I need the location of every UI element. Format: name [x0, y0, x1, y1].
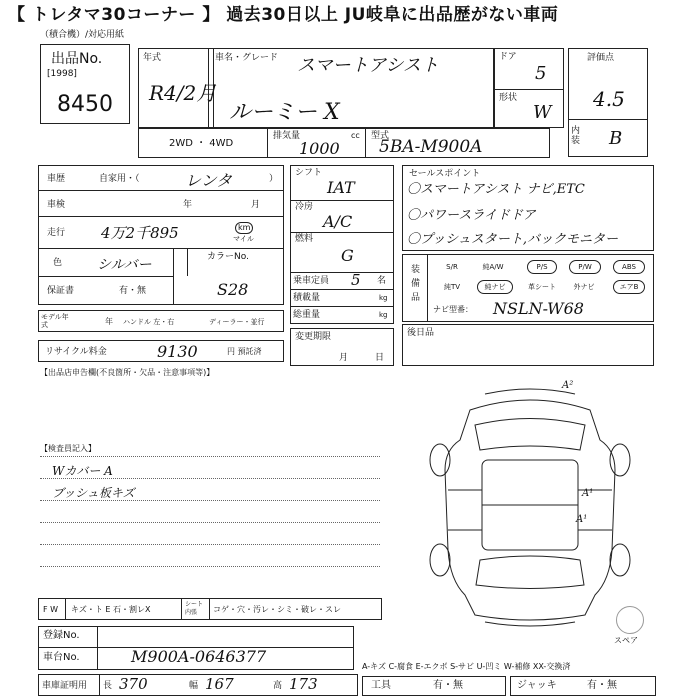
- warranty-value: 有・無: [119, 286, 147, 296]
- recycle-box: [38, 340, 284, 362]
- aircon-value: A/C: [323, 212, 353, 231]
- car-name: スマートアシスト: [297, 55, 439, 76]
- damage-mark-2: A¹: [582, 488, 594, 499]
- shift-label: シフト: [295, 168, 323, 178]
- colorno-value: S28: [217, 280, 249, 299]
- recycle-value: 9130: [157, 342, 198, 361]
- cert-row: [38, 674, 358, 696]
- damage-mark-1: A²: [562, 380, 574, 391]
- aircon-label: 冷房: [295, 202, 314, 212]
- equip-abs: ABS: [613, 260, 645, 274]
- model-row-dealer: ディーラー・並行: [209, 318, 265, 326]
- fuel-value: G: [341, 246, 354, 265]
- inspector-note-1: Wカバー A: [52, 464, 113, 478]
- year-label: 年式: [143, 53, 162, 63]
- modify-box: [290, 328, 394, 366]
- equip-awheel: 純A/W: [482, 263, 504, 271]
- displacement-label: 排気量: [273, 131, 301, 141]
- interior-value: B: [609, 128, 623, 149]
- sales-line-1: 〇スマートアシスト ナビ,ETC: [407, 182, 585, 197]
- car-diagram: [400, 380, 660, 630]
- equip-airbag: エアB: [613, 280, 645, 294]
- history-close: ）: [269, 174, 279, 184]
- legend: A-キズ C-腐食 E-エクボ S-サビ U-凹ミ W-補修 XX-交換済: [362, 662, 571, 671]
- navi-value: NSLN-W68: [493, 299, 584, 318]
- registration-box: [38, 626, 354, 670]
- equipment-label: 装備品: [411, 265, 421, 303]
- doors-label: ドア: [499, 52, 517, 62]
- model-type-label: 型式: [371, 131, 390, 141]
- model-row-handle: ハンドル 左・右: [123, 318, 175, 326]
- drive-text: 2WD ・ 4WD: [169, 138, 234, 149]
- jack-value: 有・無: [587, 680, 617, 691]
- score-box: [568, 48, 648, 120]
- chassis-label: 車台No.: [43, 652, 80, 663]
- car-grade: ルーミー X: [229, 100, 340, 125]
- registration-label: 登録No.: [43, 630, 80, 641]
- history-options: 自家用・（: [99, 174, 140, 184]
- lot-year-tag: [1998]: [47, 69, 77, 79]
- inspector-label: 【検査員記入】: [40, 444, 96, 453]
- fuel-label: 燃料: [295, 234, 314, 244]
- subheader: （積合機）/対応用紙: [40, 30, 125, 40]
- weight-unit: kg: [379, 311, 388, 319]
- lot-box: [40, 44, 130, 124]
- jack-label: ジャッキ: [517, 680, 557, 691]
- equip-leather: 革シート: [528, 283, 556, 291]
- modify-day: 日: [375, 353, 385, 363]
- sales-box: [402, 165, 654, 251]
- sales-line-3: 〇プッシュスタート,バックモニター: [407, 232, 618, 247]
- banner: [0, 0, 700, 30]
- colorno-label: カラーNo.: [207, 252, 249, 262]
- flaw-fw: F W: [43, 605, 59, 614]
- chassis-value: M900A-0646377: [131, 647, 267, 666]
- flaw-seat: シート内張: [185, 601, 204, 616]
- flaw-types: キズ・ト E 石・割レX: [71, 605, 151, 614]
- flaw-seat-types: コゲ・穴・汚レ・シミ・破レ・スレ: [213, 605, 341, 614]
- capacity-label: 乗車定員: [293, 276, 330, 286]
- mileage-value: 4万2千895: [101, 224, 179, 242]
- model-type-value: 5BA-M900A: [379, 137, 483, 157]
- year-value: R4/2月: [149, 81, 217, 105]
- year-box: [138, 48, 217, 128]
- flaw-row: [38, 598, 382, 620]
- inspection-year: 年: [183, 200, 193, 210]
- doors-value: 5: [535, 63, 547, 84]
- tools-label: 工具: [371, 680, 391, 691]
- inspector-note-2: ブッシュ板キズ: [52, 486, 135, 500]
- interior-box: [568, 119, 648, 157]
- tools-value: 有・無: [433, 680, 463, 691]
- modify-month: 月: [339, 353, 349, 363]
- navi-label: ナビ型番：: [433, 305, 473, 314]
- score-label: 評価点: [587, 53, 615, 63]
- mileage-mile: マイル: [233, 235, 254, 243]
- score-value: 4.5: [593, 87, 625, 111]
- cert-length-value: 370: [119, 675, 148, 693]
- equip-tv: 純TV: [443, 283, 461, 291]
- tools-box: [362, 676, 506, 696]
- name-label: 車名・グレード: [215, 53, 279, 63]
- cert-width-label: 幅: [189, 681, 199, 691]
- left-info: [38, 165, 284, 305]
- displacement-unit: cc: [351, 131, 360, 140]
- lot-label: 出品No.: [51, 51, 103, 67]
- shape-value: W: [533, 102, 552, 123]
- color-value: シルバー: [97, 257, 152, 273]
- capacity-value: 5: [351, 271, 361, 289]
- later-box: [402, 324, 654, 366]
- later-label: 後日品: [407, 328, 435, 338]
- shape-label: 形状: [499, 93, 518, 103]
- shift-value: IAT: [327, 178, 355, 197]
- model-row-label: モデル年式: [41, 313, 69, 329]
- load-unit: kg: [379, 294, 388, 302]
- banner-text: 【 トレタマ30コーナー 】 過去30日以上 JU岐阜に出品歴がない車両: [8, 5, 559, 25]
- shape-box: [494, 89, 564, 128]
- equip-sr: S/R: [446, 263, 458, 271]
- drive-row: [138, 128, 550, 158]
- name-box: [208, 48, 494, 128]
- spare-label: スペア: [614, 636, 638, 645]
- jack-box: [510, 676, 656, 696]
- capacity-box: [290, 272, 394, 324]
- doors-box: [494, 48, 564, 90]
- inspection-month: 月: [251, 200, 261, 210]
- cert-height-label: 高: [273, 681, 283, 691]
- cert-label: 車庫証明用: [42, 681, 88, 691]
- modify-label: 変更期限: [295, 332, 332, 342]
- warranty-label: 保証書: [47, 286, 75, 296]
- equip-pw: P/W: [569, 260, 601, 274]
- mileage-km: km: [235, 222, 253, 234]
- displacement-value: 1000: [299, 139, 340, 158]
- cert-width-value: 167: [205, 675, 234, 693]
- color-label: 色: [53, 258, 63, 268]
- equip-navi: 純ナビ: [477, 280, 513, 294]
- sales-line-2: 〇パワースライドドア: [407, 208, 536, 223]
- recycle-label: リサイクル料金: [45, 347, 107, 357]
- cert-length-label: 長: [103, 681, 113, 691]
- history-label: 車歴: [47, 174, 66, 184]
- weight-label: 総重量: [293, 310, 321, 320]
- history-value: レンタ: [185, 171, 232, 190]
- spare-icon: [616, 606, 644, 634]
- recycle-unit: 円 預託済: [227, 347, 262, 356]
- cert-height-value: 173: [289, 675, 318, 693]
- load-label: 積載量: [293, 293, 321, 303]
- equip-extnavi: 外ナビ: [573, 283, 595, 291]
- inspection-label: 車検: [47, 200, 66, 210]
- lot-number: 8450: [57, 92, 113, 117]
- declaration-label: 【出品店申告欄(不良箇所・欠品・注意事項等)】: [40, 368, 215, 377]
- equip-ps: P/S: [527, 260, 557, 274]
- capacity-unit: 名: [377, 276, 387, 286]
- damage-mark-3: A¹: [576, 514, 588, 525]
- model-row: [38, 310, 284, 332]
- interior-label: 内装: [571, 126, 581, 146]
- equipment-box: [402, 254, 654, 322]
- mileage-label: 走行: [47, 228, 66, 238]
- sales-label: セールスポイント: [409, 169, 481, 179]
- model-row-year: 年: [105, 317, 113, 326]
- mid-info: [290, 165, 394, 273]
